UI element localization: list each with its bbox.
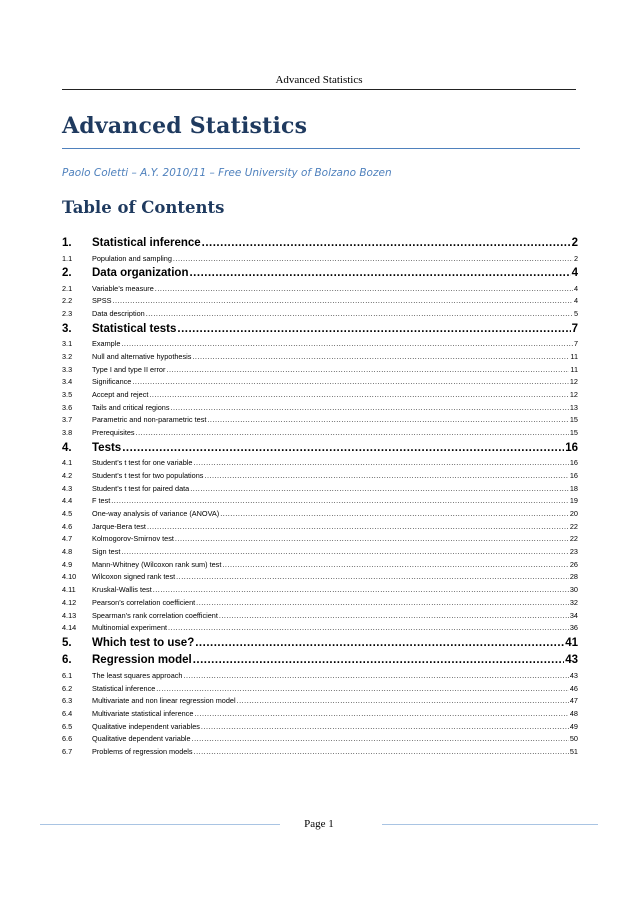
toc-entry-number: 4.8	[62, 547, 73, 557]
toc-entry-chapter[interactable]	[62, 235, 578, 253]
toc-entry-number: 6.7	[62, 747, 73, 756]
toc-entry-number: 2.3	[62, 309, 73, 319]
toc-entry-page: 36	[569, 623, 578, 633]
toc-leader-dots	[153, 584, 569, 597]
toc-entry-page: 16	[565, 441, 578, 454]
toc-entry-section[interactable]	[62, 457, 578, 470]
toc-entry-page: 30	[569, 585, 578, 595]
title-rule	[62, 148, 580, 149]
table-of-contents	[62, 235, 578, 759]
toc-entry-section[interactable]	[62, 708, 578, 721]
toc-leader-dots	[204, 470, 568, 483]
toc-leader-dots	[155, 283, 573, 296]
toc-entry-section[interactable]	[62, 495, 578, 508]
toc-entry-section[interactable]	[62, 721, 578, 734]
toc-leader-dots	[219, 610, 569, 623]
toc-entry-section[interactable]	[62, 622, 578, 635]
document-title: Advanced Statistics	[62, 113, 308, 139]
toc-entry-page: 49	[569, 721, 578, 731]
toc-entry-section[interactable]	[62, 683, 578, 696]
toc-entry-page: 50	[569, 734, 578, 744]
toc-entry-page: 43	[565, 654, 578, 667]
toc-entry-number: 3.8	[62, 428, 73, 438]
toc-entry-chapter[interactable]	[62, 635, 578, 653]
toc-leader-dots	[111, 495, 569, 508]
toc-entry-section[interactable]	[62, 483, 578, 496]
toc-entry-section[interactable]	[62, 253, 578, 266]
toc-entry-page: 43	[569, 670, 578, 680]
toc-leader-dots	[192, 733, 569, 746]
toc-leader-dots	[193, 457, 568, 470]
toc-entry-title: Parametric and non-parametric test	[92, 415, 207, 425]
toc-entry-section[interactable]	[62, 376, 578, 389]
toc-entry-section[interactable]	[62, 559, 578, 572]
toc-entry-page: 4	[571, 267, 578, 280]
toc-entry-page: 4	[573, 296, 578, 306]
toc-leader-dots	[168, 622, 569, 635]
toc-entry-page: 41	[565, 636, 578, 649]
toc-entry-page: 11	[570, 351, 578, 361]
toc-entry-number: 4.6	[62, 521, 73, 531]
toc-entry-title: The least squares approach	[92, 670, 183, 680]
toc-entry-number: 3.7	[62, 415, 73, 425]
toc-leader-dots	[156, 683, 569, 696]
toc-leader-dots	[170, 402, 568, 415]
toc-leader-dots	[136, 427, 569, 440]
toc-entry-page: 20	[569, 509, 578, 518]
toc-leader-dots	[193, 652, 565, 670]
toc-leader-dots	[146, 308, 573, 321]
toc-entry-title: Statistical tests	[92, 322, 177, 335]
toc-entry-page: 23	[569, 547, 578, 557]
toc-leader-dots	[190, 483, 569, 496]
toc-leader-dots	[176, 571, 569, 584]
toc-entry-number: 5.	[62, 636, 72, 649]
footer-page-number: Page 1	[304, 818, 334, 830]
toc-leader-dots	[166, 364, 569, 377]
toc-entry-title: Wilcoxon signed rank test	[92, 572, 176, 582]
toc-entry-title: Accept and reject	[92, 390, 149, 399]
toc-entry-number: 3.3	[62, 364, 73, 374]
toc-entry-section[interactable]	[62, 308, 578, 321]
toc-leader-dots	[195, 635, 564, 653]
toc-entry-section[interactable]	[62, 584, 578, 597]
toc-entry-page: 5	[573, 309, 578, 319]
toc-entry-title: Jarque-Bera test	[92, 521, 146, 531]
toc-entry-page: 18	[569, 483, 578, 493]
toc-entry-title: Variable’s measure	[92, 283, 154, 293]
toc-leader-dots	[194, 746, 569, 759]
toc-entry-page: 26	[569, 559, 578, 569]
toc-entry-title: Multivariate and non linear regression model	[92, 696, 236, 706]
toc-leader-dots	[149, 389, 568, 402]
toc-entry-title: Pearson’s correlation coefficient	[92, 597, 196, 607]
toc-entry-title: Sign test	[92, 547, 121, 557]
toc-entry-page: 7	[571, 322, 578, 335]
toc-entry-number: 3.5	[62, 390, 73, 399]
toc-leader-dots	[196, 597, 569, 610]
toc-entry-title: Student’s t test for one variable	[92, 458, 193, 468]
toc-entry-title: Kolmogorov-Smirnov test	[92, 534, 174, 544]
toc-entry-title: Problems of regression models	[92, 747, 193, 756]
toc-entry-number: 4.12	[62, 597, 77, 607]
toc-entry-number: 4.4	[62, 496, 73, 506]
toc-entry-chapter[interactable]	[62, 321, 578, 339]
toc-entry-title: Data organization	[92, 267, 189, 280]
toc-entry-page: 19	[569, 496, 578, 506]
document-subtitle: Paolo Coletti – A.Y. 2010/11 – Free University of Bolzano Bozen	[62, 167, 392, 179]
toc-leader-dots	[173, 253, 573, 266]
toc-entry-number: 4.9	[62, 559, 73, 569]
toc-entry-chapter[interactable]	[62, 265, 578, 283]
toc-entry-page: 22	[569, 534, 578, 544]
toc-entry-title: Tests	[92, 441, 122, 454]
toc-leader-dots	[121, 338, 573, 351]
toc-entry-section[interactable]	[62, 670, 578, 683]
toc-entry-section[interactable]	[62, 364, 578, 377]
toc-entry-number: 4.14	[62, 623, 77, 633]
toc-heading: Table of Contents	[62, 198, 225, 217]
toc-entry-number: 1.	[62, 237, 72, 249]
toc-entry-number: 3.4	[62, 377, 73, 387]
toc-entry-number: 3.	[62, 322, 72, 335]
toc-entry-page: 12	[569, 390, 578, 399]
toc-leader-dots	[177, 321, 570, 339]
toc-leader-dots	[132, 376, 569, 389]
toc-entry-number: 6.6	[62, 734, 73, 744]
toc-entry-section[interactable]	[62, 695, 578, 708]
toc-entry-title: Significance	[92, 377, 132, 387]
toc-entry-section[interactable]	[62, 597, 578, 610]
toc-entry-title: F test	[92, 496, 111, 506]
running-header: Advanced Statistics	[275, 74, 363, 86]
toc-entry-section[interactable]	[62, 283, 578, 296]
toc-entry-section[interactable]	[62, 533, 578, 546]
toc-leader-dots	[189, 265, 570, 283]
toc-entry-number: 6.4	[62, 708, 73, 718]
toc-entry-chapter[interactable]	[62, 652, 578, 670]
toc-entry-title: Statistical inference	[92, 237, 201, 249]
toc-entry-title: Spearman’s rank correlation coefficient	[92, 610, 218, 620]
toc-entry-title: Example	[92, 339, 121, 349]
toc-entry-number: 4.10	[62, 572, 77, 582]
toc-entry-page: 47	[569, 696, 578, 706]
toc-leader-dots	[207, 414, 569, 427]
toc-entry-title: Type I and type II error	[92, 364, 166, 374]
toc-leader-dots	[147, 521, 569, 534]
toc-entry-page: 22	[569, 521, 578, 531]
toc-entry-section[interactable]	[62, 338, 578, 351]
toc-entry-page: 15	[569, 415, 578, 425]
toc-entry-title: Student’s t test for paired data	[92, 483, 190, 493]
footer-rule-right	[382, 824, 598, 825]
toc-entry-page: 2	[573, 253, 578, 263]
toc-entry-page: 2	[571, 237, 578, 249]
toc-entry-section[interactable]	[62, 351, 578, 364]
toc-entry-number: 6.1	[62, 670, 73, 680]
toc-entry-page: 7	[573, 339, 578, 349]
toc-entry-number: 4.11	[62, 585, 76, 595]
toc-entry-page: 16	[569, 458, 578, 468]
toc-entry-title: Statistical inference	[92, 683, 156, 693]
toc-leader-dots	[121, 546, 568, 559]
toc-entry-section[interactable]	[62, 521, 578, 534]
header-rule	[62, 89, 576, 90]
toc-entry-number: 4.1	[62, 458, 73, 468]
toc-entry-title: Which test to use?	[92, 636, 195, 649]
toc-entry-number: 6.5	[62, 721, 73, 731]
toc-entry-page: 32	[569, 597, 578, 607]
toc-leader-dots	[122, 440, 564, 458]
toc-entry-section[interactable]	[62, 427, 578, 440]
toc-entry-title: Data description	[92, 309, 145, 319]
toc-entry-title: Null and alternative hypothesis	[92, 351, 192, 361]
toc-leader-dots	[201, 721, 569, 734]
toc-entry-section[interactable]	[62, 571, 578, 584]
toc-leader-dots	[222, 559, 569, 572]
toc-leader-dots	[175, 533, 569, 546]
toc-entry-number: 1.1	[62, 253, 73, 263]
toc-leader-dots	[237, 695, 569, 708]
toc-entry-number: 4.7	[62, 534, 73, 544]
toc-leader-dots	[220, 508, 569, 521]
toc-leader-dots	[202, 235, 571, 253]
toc-entry-page: 48	[569, 708, 578, 718]
toc-entry-page: 46	[569, 683, 578, 693]
toc-entry-title: Multinomial experiment	[92, 623, 168, 633]
toc-entry-title: One-way analysis of variance (ANOVA)	[92, 509, 220, 518]
toc-entry-title: Multivariate statistical inference	[92, 708, 194, 718]
toc-entry-section[interactable]	[62, 733, 578, 746]
toc-entry-section[interactable]	[62, 746, 578, 759]
toc-entry-chapter[interactable]	[62, 440, 578, 458]
toc-entry-number: 4.13	[62, 610, 77, 620]
toc-entry-title: Qualitative dependent variable	[92, 734, 191, 744]
toc-entry-page: 34	[569, 610, 578, 620]
toc-entry-number: 6.3	[62, 696, 73, 706]
toc-entry-number: 2.2	[62, 296, 73, 306]
toc-entry-page: 51	[569, 747, 578, 756]
toc-entry-title: Population and sampling	[92, 253, 172, 263]
toc-entry-page: 28	[569, 572, 578, 582]
toc-leader-dots	[112, 295, 572, 308]
toc-leader-dots	[192, 351, 569, 364]
toc-entry-number: 3.6	[62, 402, 73, 412]
toc-entry-title: Student’s t test for two populations	[92, 470, 204, 480]
toc-entry-page: 4	[573, 283, 578, 293]
toc-entry-section[interactable]	[62, 295, 578, 308]
toc-entry-title: Kruskal-Wallis test	[92, 585, 152, 595]
toc-entry-section[interactable]	[62, 508, 578, 521]
toc-entry-section[interactable]	[62, 414, 578, 427]
toc-entry-page: 16	[569, 470, 578, 480]
toc-entry-number: 6.2	[62, 683, 73, 693]
toc-entry-number: 4.2	[62, 470, 73, 480]
toc-entry-title: Prerequisites	[92, 428, 135, 438]
toc-entry-page: 15	[569, 428, 578, 438]
toc-entry-number: 4.	[62, 441, 72, 454]
toc-entry-page: 11	[570, 364, 578, 374]
toc-entry-number: 3.1	[62, 339, 73, 349]
toc-entry-section[interactable]	[62, 610, 578, 623]
toc-entry-page: 13	[569, 402, 578, 412]
toc-entry-number: 3.2	[62, 351, 73, 361]
toc-leader-dots	[194, 708, 568, 721]
toc-leader-dots	[183, 670, 568, 683]
toc-entry-number: 2.1	[62, 283, 73, 293]
toc-entry-section[interactable]	[62, 470, 578, 483]
toc-entry-section[interactable]	[62, 546, 578, 559]
toc-entry-title: Mann-Whitney (Wilcoxon rank sum) test	[92, 559, 222, 569]
toc-entry-title: Tails and critical regions	[92, 402, 170, 412]
toc-entry-number: 2.	[62, 267, 72, 280]
toc-entry-section[interactable]	[62, 389, 578, 402]
toc-entry-number: 4.5	[62, 509, 73, 518]
toc-entry-page: 12	[569, 377, 578, 387]
toc-entry-title: Regression model	[92, 654, 192, 667]
toc-entry-number: 4.3	[62, 483, 73, 493]
toc-entry-title: Qualitative independent variables	[92, 721, 200, 731]
toc-entry-number: 6.	[62, 654, 72, 667]
toc-entry-section[interactable]	[62, 402, 578, 415]
toc-entry-title: SPSS	[92, 296, 112, 306]
